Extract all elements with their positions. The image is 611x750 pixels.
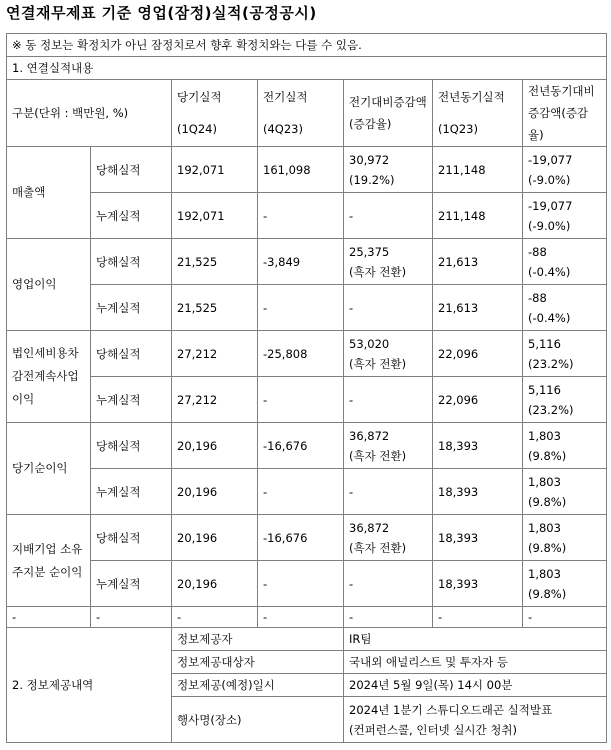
- previous-value: -: [258, 377, 344, 423]
- yoy-rate: (9.8%): [528, 448, 567, 463]
- info-value-text: 국내외 애널리스트 및 투자자 등: [349, 655, 509, 669]
- yoy-rate: (-0.4%): [528, 264, 571, 279]
- qoq-rate: (흑자 전환): [349, 448, 407, 463]
- table-row: [7, 331, 607, 377]
- info-value-text: 2024년 5월 9일(목) 14시 00분: [349, 678, 513, 692]
- current-value: 20,196: [172, 515, 258, 561]
- yoy-change: [523, 561, 607, 607]
- yoy-amount: -19,077: [528, 198, 573, 213]
- dash-cell: -: [91, 607, 172, 628]
- header-qoq-change: 전기대비증감액(증감율): [344, 80, 433, 147]
- yoy-change: [523, 423, 607, 469]
- yoy-change: [523, 285, 607, 331]
- qoq-rate: (흑자 전환): [349, 264, 407, 279]
- yoy-base-value: 211,148: [433, 193, 523, 239]
- qoq-change: [344, 331, 433, 377]
- yoy-change: [523, 147, 607, 193]
- previous-value: -16,676: [258, 515, 344, 561]
- yoy-rate: (9.8%): [528, 494, 567, 509]
- info-value-text: 2024년 1분기 스튜디오드래곤 실적발표: [349, 702, 553, 717]
- header-yoy-base: 전년동기실적 (1Q23): [433, 80, 523, 147]
- yoy-base-value: 18,393: [433, 561, 523, 607]
- row-type: 누계실적: [91, 469, 172, 515]
- row-group-label: 법인세비용차감전계속사업이익: [7, 331, 91, 423]
- info-key: 정보제공(예정)일시: [172, 674, 344, 697]
- previous-value: -: [258, 193, 344, 239]
- yoy-base-value: 21,613: [433, 285, 523, 331]
- previous-value: -25,808: [258, 331, 344, 377]
- qoq-rate: (흑자 전환): [349, 540, 407, 555]
- yoy-base-value: 18,393: [433, 469, 523, 515]
- info-key: 정보제공대상자: [172, 651, 344, 674]
- row-type: 당해실적: [91, 423, 172, 469]
- yoy-change: [523, 469, 607, 515]
- yoy-rate: (23.2%): [528, 356, 574, 371]
- qoq-amount: 53,020: [349, 336, 390, 351]
- previous-value: -: [258, 285, 344, 331]
- current-value: 20,196: [172, 469, 258, 515]
- previous-value: -: [258, 561, 344, 607]
- previous-value: 161,098: [258, 147, 344, 193]
- previous-value: -: [258, 469, 344, 515]
- qoq-amount: -: [349, 392, 354, 407]
- yoy-amount: 1,803: [528, 428, 561, 443]
- yoy-base-value: 18,393: [433, 515, 523, 561]
- qoq-amount: 30,972: [349, 152, 390, 167]
- current-value: 21,525: [172, 285, 258, 331]
- row-type: 당해실적: [91, 515, 172, 561]
- info-value: [344, 674, 607, 697]
- qoq-amount: -: [349, 576, 354, 591]
- yoy-change: [523, 515, 607, 561]
- yoy-change: [523, 331, 607, 377]
- current-value: 27,212: [172, 331, 258, 377]
- table-row: [7, 147, 607, 193]
- header-previous: 전기실적 (4Q23): [258, 80, 344, 147]
- current-value: 20,196: [172, 561, 258, 607]
- table-row: [7, 423, 607, 469]
- row-type: 당해실적: [91, 147, 172, 193]
- yoy-base-value: 18,393: [433, 423, 523, 469]
- table-row: [7, 561, 607, 607]
- current-value: 20,196: [172, 423, 258, 469]
- row-type: 누계실적: [91, 193, 172, 239]
- qoq-rate: (19.2%): [349, 172, 395, 187]
- yoy-rate: (9.8%): [528, 540, 567, 555]
- qoq-amount: -: [349, 484, 354, 499]
- yoy-base-value: 22,096: [433, 331, 523, 377]
- qoq-change: [344, 193, 433, 239]
- qoq-rate: (흑자 전환): [349, 356, 407, 371]
- info-value: [344, 628, 607, 651]
- row-type: 당해실적: [91, 239, 172, 285]
- yoy-rate: (-9.0%): [528, 218, 571, 233]
- yoy-rate: (9.8%): [528, 586, 567, 601]
- qoq-amount: 36,872: [349, 520, 390, 535]
- table-row: [7, 469, 607, 515]
- previous-value: -16,676: [258, 423, 344, 469]
- yoy-amount: 5,116: [528, 336, 561, 351]
- info-key: 행사명(장소): [172, 697, 344, 743]
- info-row: [7, 628, 607, 651]
- header-current: 당기실적 (1Q24): [172, 80, 258, 147]
- info-value-text-2: (컨퍼런스콜, 인터넷 실시간 청취): [349, 722, 518, 737]
- current-value: 27,212: [172, 377, 258, 423]
- row-group-label: 영업이익: [7, 239, 91, 331]
- qoq-change: [344, 423, 433, 469]
- info-key: 정보제공자: [172, 628, 344, 651]
- info-value-text: IR팀: [349, 632, 372, 646]
- row-type: 누계실적: [91, 285, 172, 331]
- table-row: [7, 193, 607, 239]
- earnings-table: [6, 33, 607, 743]
- table-row: [7, 239, 607, 285]
- section-2-label: 2. 정보제공내역: [7, 628, 172, 743]
- yoy-amount: -19,077: [528, 152, 573, 167]
- qoq-change: [344, 377, 433, 423]
- qoq-amount: 25,375: [349, 244, 390, 259]
- row-group-label: 지배기업 소유주지분 순이익: [7, 515, 91, 607]
- yoy-rate: (23.2%): [528, 402, 574, 417]
- qoq-change: [344, 147, 433, 193]
- yoy-amount: 5,116: [528, 382, 561, 397]
- yoy-amount: -88: [528, 290, 547, 305]
- yoy-amount: 1,803: [528, 520, 561, 535]
- row-group-label: 당기순이익: [7, 423, 91, 515]
- qoq-change: [344, 515, 433, 561]
- info-value: [344, 651, 607, 674]
- qoq-change: [344, 239, 433, 285]
- qoq-amount: -: [349, 300, 354, 315]
- dash-cell: -: [433, 607, 523, 628]
- yoy-base-value: 22,096: [433, 377, 523, 423]
- row-type: 당해실적: [91, 331, 172, 377]
- header-yoy-change: 전년동기대비증감액(증감율): [523, 80, 607, 147]
- row-group-label: 매출액: [7, 147, 91, 239]
- current-value: 192,071: [172, 193, 258, 239]
- yoy-change: [523, 239, 607, 285]
- previous-value: -3,849: [258, 239, 344, 285]
- row-type: 누계실적: [91, 377, 172, 423]
- yoy-amount: 1,803: [528, 566, 561, 581]
- yoy-amount: -88: [528, 244, 547, 259]
- row-type: 누계실적: [91, 561, 172, 607]
- current-value: 192,071: [172, 147, 258, 193]
- table-row: [7, 285, 607, 331]
- table-row: [7, 377, 607, 423]
- dash-cell: -: [523, 607, 607, 628]
- qoq-amount: 36,872: [349, 428, 390, 443]
- qoq-change: [344, 469, 433, 515]
- current-value: 21,525: [172, 239, 258, 285]
- section-1-label: 1. 연결실적내용: [7, 57, 607, 80]
- page-title: 연결재무제표 기준 영업(잠정)실적(공정공시): [6, 4, 317, 22]
- info-value: [344, 697, 607, 743]
- qoq-amount: -: [349, 208, 354, 223]
- yoy-rate: (-0.4%): [528, 310, 571, 325]
- table-row: [7, 515, 607, 561]
- header-unit: 구분(단위 : 백만원, %): [7, 80, 172, 147]
- yoy-base-value: 211,148: [433, 147, 523, 193]
- notice: ※ 동 정보는 확정치가 아닌 잠정치로서 향후 확정치와는 다를 수 있음.: [7, 34, 607, 57]
- qoq-change: [344, 561, 433, 607]
- yoy-rate: (-9.0%): [528, 172, 571, 187]
- dash-cell: -: [258, 607, 344, 628]
- yoy-change: [523, 193, 607, 239]
- yoy-change: [523, 377, 607, 423]
- qoq-change: [344, 285, 433, 331]
- dash-cell: -: [7, 607, 91, 628]
- table-row: [7, 607, 607, 628]
- yoy-amount: 1,803: [528, 474, 561, 489]
- dash-cell: -: [344, 607, 433, 628]
- dash-cell: -: [172, 607, 258, 628]
- yoy-base-value: 21,613: [433, 239, 523, 285]
